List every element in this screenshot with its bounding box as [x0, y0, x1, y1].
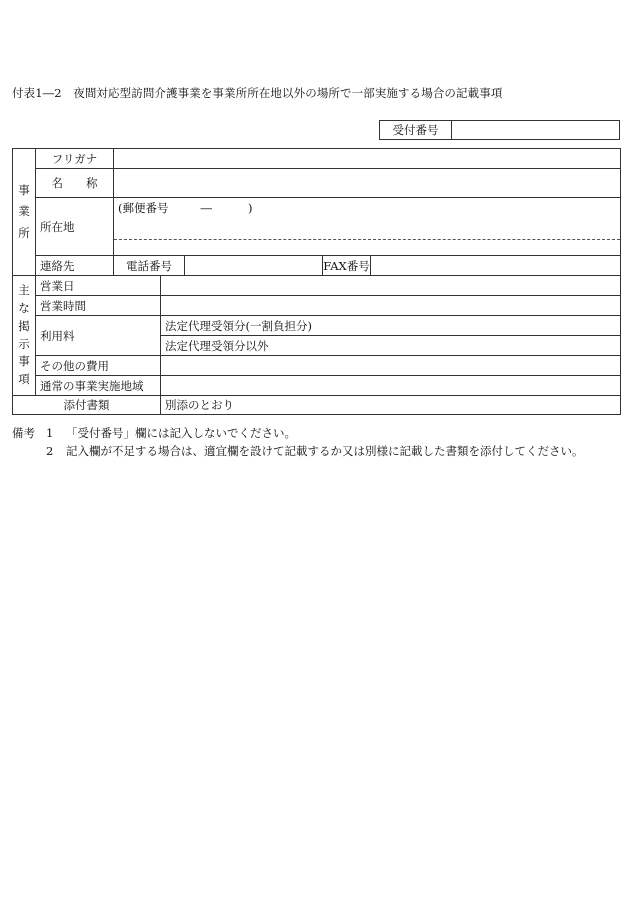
fax-label: FAX番号 [323, 256, 371, 276]
fax-field[interactable] [371, 256, 621, 276]
contact-label: 連絡先 [36, 256, 114, 276]
fee-non-statutory-label: 法定代理受領分以外 [161, 336, 621, 356]
address-divider [114, 239, 620, 240]
name-label: 名 称 [36, 169, 114, 198]
name-field[interactable] [114, 169, 621, 198]
receipt-number-box [379, 120, 620, 140]
fee-label: 利用料 [36, 316, 161, 356]
remark-text: 記入欄が不足する場合は、適宜欄を設けて記載するか又は別様に記載した書類を添付してください。 [66, 444, 584, 458]
other-costs-field[interactable] [161, 356, 621, 376]
remark-number: 2 [46, 444, 54, 458]
attachment-label: 添付書類 [13, 396, 161, 415]
service-area-label: 通常の事業実施地域 [36, 376, 161, 396]
fee-statutory-label: 法定代理受領分(一割負担分) [161, 316, 621, 336]
application-form-table [12, 148, 621, 415]
receipt-number-field[interactable] [452, 121, 620, 140]
furigana-label: フリガナ [36, 149, 114, 169]
remarks [12, 424, 584, 460]
attachment-value: 別添のとおり [161, 396, 621, 415]
address-label: 所在地 [36, 198, 114, 256]
remark-text: 「受付番号」欄には記入しないでください。 [66, 426, 296, 440]
business-days-field[interactable] [161, 276, 621, 296]
business-hours-label: 営業時間 [36, 296, 161, 316]
form-title: 付表1―2 夜間対応型訪問介護事業を事業所所在地以外の場所で一部実施する場合の記載事項 [12, 86, 503, 100]
service-area-field[interactable] [161, 376, 621, 396]
phone-label: 電話番号 [114, 256, 185, 276]
furigana-field[interactable] [114, 149, 621, 169]
business-days-label: 営業日 [36, 276, 161, 296]
remarks-heading: 備考 [12, 426, 35, 440]
phone-field[interactable] [185, 256, 323, 276]
receipt-number-label: 受付番号 [380, 121, 452, 140]
remark-number: 1 [46, 426, 54, 440]
other-costs-label: その他の費用 [36, 356, 161, 376]
office-section-label: 事 業 所 [13, 149, 36, 276]
business-hours-field[interactable] [161, 296, 621, 316]
notice-section-label: 主 な 掲 示 事 項 [13, 276, 36, 396]
address-field[interactable] [114, 198, 621, 256]
postal-code-line: (郵便番号 ― ) [118, 201, 253, 215]
